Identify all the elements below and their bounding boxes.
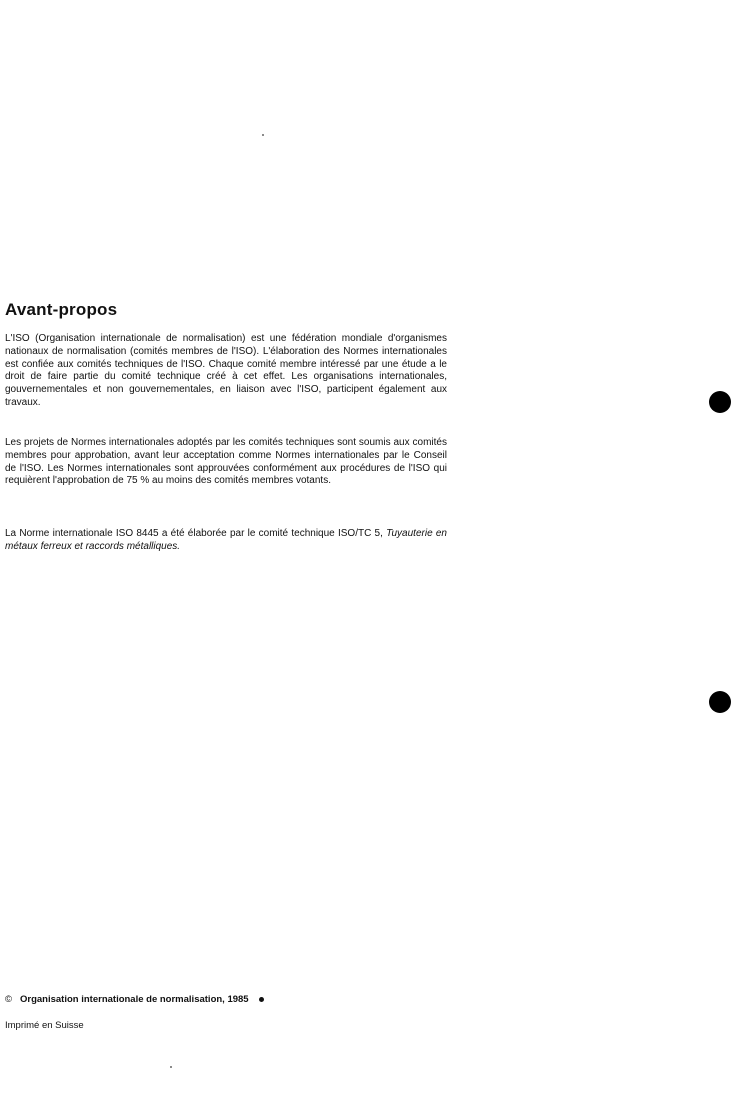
copyright-symbol: © xyxy=(5,994,12,1005)
paragraph-draft-standards: Les projets de Normes internationales adoptés par les comités techniques sont soumis aux comités membres pour approbation, avant leur acceptation comme Normes internationales par le Conseil de l'ISO. Les Normes internationales sont approuvées conformément aux procédures de l'ISO qui requièrent l'approbation de 75 % au moins des comités membres votants. xyxy=(5,437,447,487)
binding-hole-mark-upper xyxy=(709,391,731,413)
paragraph-committee-text: La Norme internationale ISO 8445 a été élaborée par le comité technique ISO/TC 5, xyxy=(5,528,387,539)
paragraph-committee xyxy=(5,528,447,554)
copyright-line xyxy=(5,994,264,1005)
page-heading: Avant-propos xyxy=(5,300,118,319)
copyright-text: Organisation internationale de normalisation, 1985 xyxy=(20,994,249,1005)
paragraph-committee-title: Tuyauterie en métaux ferreux et raccords métalliques. xyxy=(5,528,447,552)
binding-hole-mark-lower xyxy=(709,691,731,713)
bullet-icon xyxy=(259,997,264,1002)
scan-speck xyxy=(262,134,264,136)
printed-in-line: Imprimé en Suisse xyxy=(5,1020,84,1031)
paragraph-iso-intro: L'ISO (Organisation internationale de normalisation) est une fédération mondiale d'organismes nationaux de normalisation (comités membres de l'ISO). L'élaboration des Normes internationales est confiée aux comités techniques de l'ISO. Chaque comité membre intéressé par une étude a le droit de faire partie du comité technique créé à cet effet. Les organisations internationales, gouvernementales et non gouvernementales, en liaison avec l'ISO, participent également aux travaux. xyxy=(5,333,447,408)
scan-speck xyxy=(170,1066,172,1068)
